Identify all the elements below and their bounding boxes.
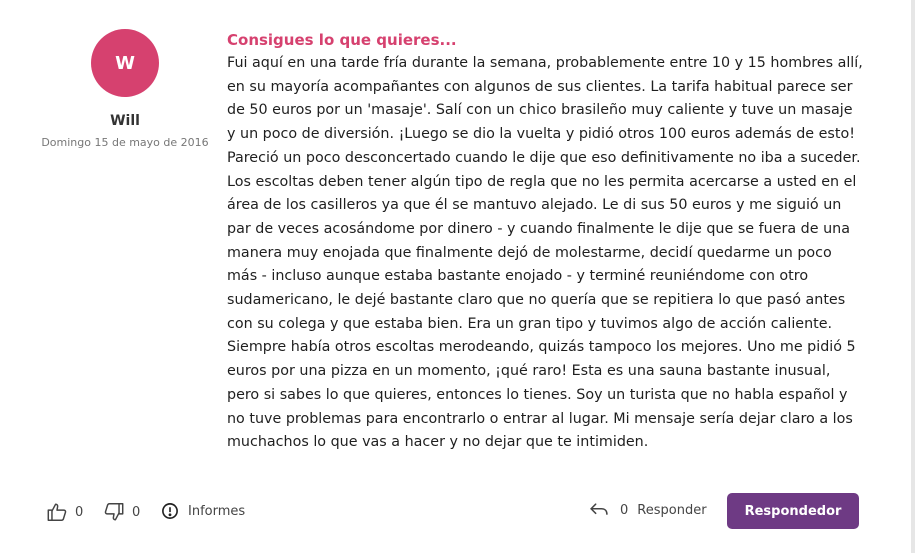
replies-label: Responder <box>637 502 707 518</box>
like-count: 0 <box>75 504 84 520</box>
avatar[interactable] <box>91 29 159 97</box>
dislike-button[interactable] <box>103 501 140 523</box>
review-actions <box>0 490 915 534</box>
dislike-count: 0 <box>132 504 141 520</box>
reply-button[interactable]: Respondedor <box>727 493 859 529</box>
author-name[interactable]: Will <box>110 113 140 129</box>
like-button[interactable] <box>46 501 83 523</box>
report-icon <box>161 502 179 520</box>
report-label: Informes <box>188 503 246 519</box>
review-date: Domingo 15 de mayo de 2016 <box>41 136 209 149</box>
reply-arrow-icon <box>589 501 609 519</box>
review-body: Fui aquí en una tarde fría durante la semana, probablemente entre 10 y 15 hombres allí, en su mayoría acompañantes con algunos de sus clientes. La tarifa habitual parece ser de 50 euros por un 'masaje'. Salí con un chico brasileño muy caliente y tuve un masaje y un poco de diversión. ¡Luego se dio la vuelta y pidió otros 100 euros además de esto! Pareció un poco desconcertado cuando le dije que eso definitivamente no iba a suceder. Los escoltas deben tener algún tipo de regla que no les permita acercarse a usted en el área de los casilleros ya que él se mantuvo alejado. Le di sus 50 euros y me siguió un par de veces acosándome por dinero - y cuando finalmente le dije que se fuera de una manera muy enojada que finalmente dejó de molestarme, decidí quedarme un poco más - incluso aunque estaba bastante enojado - y terminé reuniéndome con otro sudamericano, le dejé bastante claro que no quería que se repitiera lo que pasó antes con su colega y que estaba bien. Era un gran tipo y tuvimos algo de acción caliente. Siempre había otros escoltas merodeando, quizás tampoco los mejores. Uno me pidió 5 euros por una pizza en un momento, ¡qué raro! Esta es una sauna bastante inusual, pero si sabes lo que quieres, entonces lo tienes. Soy un turista que no habla español y no tuve problemas para encontrarlo o entrar al lugar. Mi mensaje sería dejar claro a los muchachos lo que vas a hacer y no dejar que te intimiden. <box>227 55 863 451</box>
replies-link[interactable] <box>589 501 707 519</box>
report-button[interactable] <box>161 502 245 520</box>
review-title: Consigues lo que quieres... <box>227 31 457 49</box>
scroll-edge <box>911 0 915 553</box>
thumbs-down-icon <box>103 501 125 523</box>
replies-count: 0 <box>620 502 629 518</box>
avatar-initial: W <box>115 52 135 74</box>
thumbs-up-icon <box>46 501 68 523</box>
